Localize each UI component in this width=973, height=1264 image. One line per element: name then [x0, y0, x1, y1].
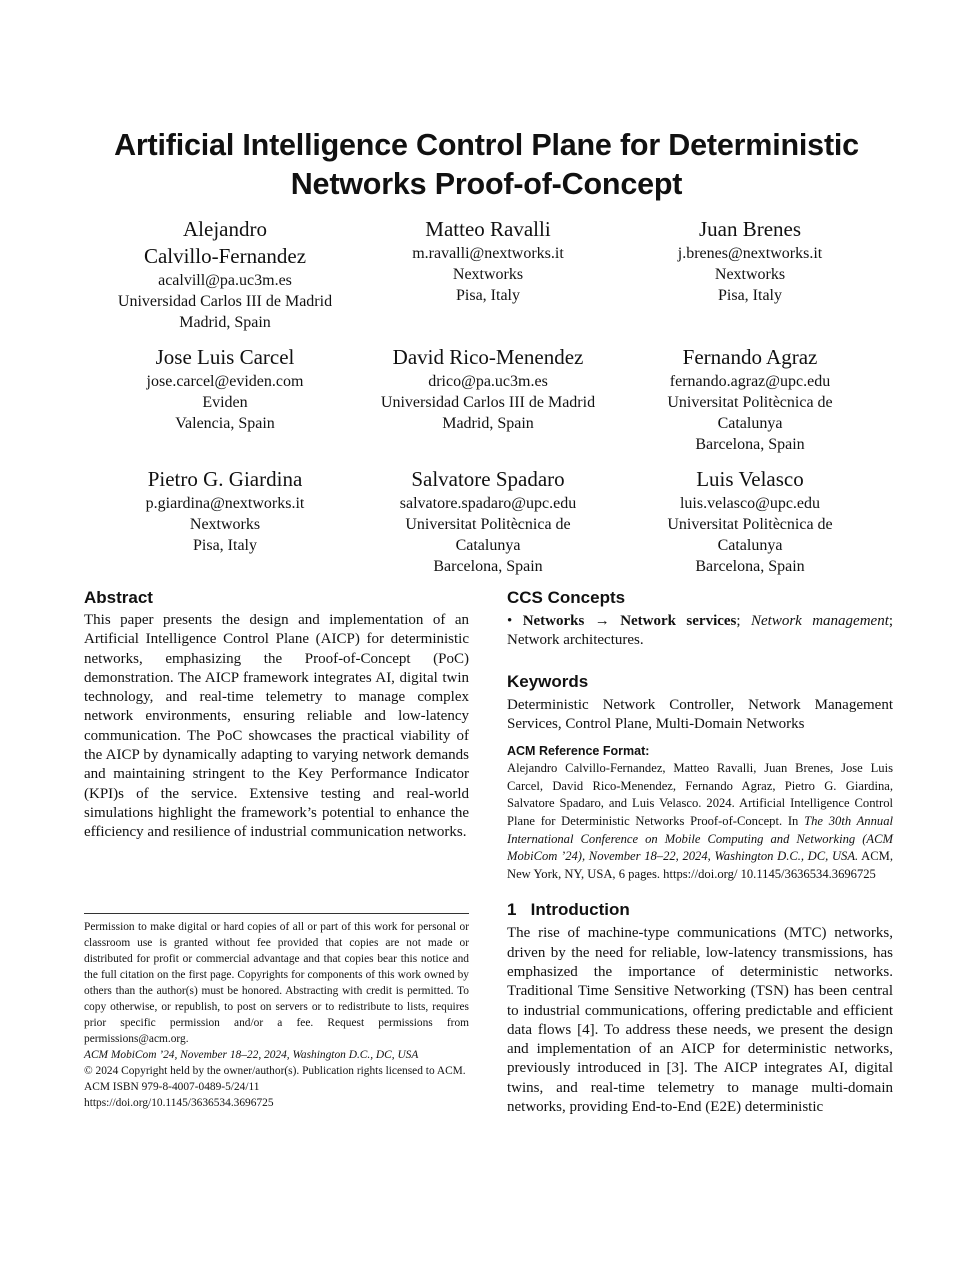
author-email: drico@pa.uc3m.es — [428, 373, 548, 390]
author-email: luis.velasco@upc.edu — [679, 495, 821, 512]
abstract-section — [84, 587, 469, 843]
author-block — [75, 344, 375, 434]
author-email: salvatore.spadaro@upc.edu — [399, 495, 577, 512]
author-affiliation: Catalunya — [455, 537, 521, 554]
author-block — [75, 216, 375, 333]
author-location: Pisa, Italy — [456, 287, 520, 304]
author-name: Alejandro — [183, 217, 267, 241]
author-email: p.giardina@nextworks.it — [145, 495, 305, 512]
ccs-heading: CCS Concepts — [507, 588, 626, 607]
author-email: j.brenes@nextworks.it — [677, 245, 823, 262]
reference-tail: ACM, New York, NY, USA, 6 pages. https://doi.org/ 10.1145/3636534.3696725 — [507, 849, 893, 881]
author-email: acalvill@pa.uc3m.es — [158, 272, 292, 289]
doi-link[interactable]: https://doi.org/10.1145/3636534.3696725 — [84, 1097, 274, 1109]
author-block — [338, 216, 638, 306]
author-affiliation: Nextworks — [452, 266, 524, 283]
reference-format-text — [507, 760, 893, 883]
author-location: Madrid, Spain — [179, 314, 271, 331]
author-affiliation: Universitat Politècnica de — [667, 394, 833, 411]
author-block — [338, 344, 638, 434]
author-location: Pisa, Italy — [193, 537, 257, 554]
author-location: Pisa, Italy — [718, 287, 782, 304]
author-email: fernando.agraz@upc.edu — [669, 373, 831, 390]
author-block — [75, 466, 375, 556]
isbn-line: ACM ISBN 979-8-4007-0489-5/24/11 — [84, 1081, 260, 1093]
author-affiliation: Nextworks — [714, 266, 786, 283]
author-name: Fernando Agraz — [682, 345, 818, 369]
ccs-text — [507, 612, 893, 651]
author-name: Juan Brenes — [698, 217, 802, 241]
author-affiliation: Eviden — [202, 394, 248, 411]
abstract-heading: Abstract — [84, 588, 153, 607]
permission-footnote — [84, 913, 469, 1111]
author-block — [600, 344, 900, 455]
abstract-text: This paper presents the design and implementation of an Artificial Intelligence Control Plane (AICP) for deterministic networks, emphasizing the Proof-of-Concept (PoC) demonstration. The AICP framework integrates AI, digital twin technology, and real-time telemetry to manage complex network environments, ensuring reliable and low-latency communication. The PoC showcases the practical viability of the AICP by dynamically adapting to varying network demands and maintaining stringent to the Key Performance Indicator (KPI)s of the service. Extensive testing and real-world simulations highlight the framework’s potential to enhance the efficiency and resilience of industrial communication networks. — [84, 612, 469, 841]
author-location: Barcelona, Spain — [433, 558, 543, 575]
author-affiliation: Universidad Carlos III de Madrid — [380, 394, 596, 411]
copyright-line: © 2024 Copyright held by the owner/author(s). Publication rights licensed to ACM. — [84, 1065, 466, 1077]
reference-venue: The 30th Annual International Conference on Mobile Computing and Networking (ACM MobiCom ’24), November 18–22, 2024, Washington D.C., DC, USA. — [507, 813, 893, 864]
author-name: Jose Luis Carcel — [155, 345, 295, 369]
keywords-text: Deterministic Network Controller, Network Management Services, Control Plane, Multi-Domain Networks — [507, 696, 893, 732]
section-title: Introduction — [530, 900, 630, 920]
author-block — [338, 466, 638, 577]
author-location: Madrid, Spain — [442, 415, 534, 432]
introduction-heading — [507, 899, 893, 921]
author-block — [600, 466, 900, 577]
author-name: Calvillo-Fernandez — [143, 244, 307, 268]
arrow-icon: → — [594, 613, 610, 629]
title-line: Networks Proof-of-Concept — [290, 167, 683, 201]
title-line: Artificial Intelligence Control Plane for Deterministic — [114, 128, 859, 162]
reference-plain: Alejandro Calvillo-Fernandez, Matteo Ravalli, Juan Brenes, Jose Luis Carcel, David Rico-Menendez, Fernando Agraz, Pietro G. Giardina, Salvatore Spadaro, and Luis Velasco. 2024. Artificial Intelligence Control Plane for Deterministic Networks Proof-of-Concept. In — [507, 761, 893, 828]
author-affiliation: Catalunya — [717, 537, 783, 554]
author-affiliation: Universitat Politècnica de — [667, 516, 833, 533]
author-location: Barcelona, Spain — [695, 436, 805, 453]
author-name: Pietro G. Giardina — [147, 467, 303, 491]
ccs-term: Network services — [620, 613, 737, 629]
ccs-rest: ; Network architectures. — [507, 613, 894, 649]
right-column — [507, 587, 893, 1117]
ccs-term: Network management — [750, 613, 889, 629]
author-affiliation: Nextworks — [189, 516, 261, 533]
author-email: m.ravalli@nextworks.it — [412, 245, 564, 262]
ccs-bullet: • — [507, 613, 513, 629]
author-name: Matteo Ravalli — [425, 217, 551, 241]
author-affiliation: Universidad Carlos III de Madrid — [117, 293, 333, 310]
keywords-heading: Keywords — [507, 671, 589, 691]
author-name: David Rico-Menendez — [392, 345, 584, 369]
author-email: jose.carcel@eviden.com — [146, 373, 304, 390]
ccs-term: Networks — [522, 613, 585, 629]
author-location: Valencia, Spain — [175, 415, 275, 432]
introduction-text: The rise of machine-type communications (MTC) networks, driven by the need for reliable, low-latency transmissions, has emphasized the importance of deterministic networks. Traditional Time Sensitive Networking (TSN) has been central to industrial communications, offering predictable and efficient data flows [4]. To address these needs, we present the design and implementation of an AICP for deterministic networks, previously introduced in [3]. The AICP integrates AI, digital twins, and real-time telemetry to manage multi-domain networks, providing End-to-End (E2E) deterministic — [507, 925, 893, 1116]
author-affiliation: Catalunya — [717, 415, 783, 432]
paper-title — [60, 126, 913, 204]
ccs-sep: ; — [736, 613, 741, 629]
author-name: Luis Velasco — [696, 467, 804, 491]
author-block — [600, 216, 900, 306]
venue-line: ACM MobiCom ’24, November 18–22, 2024, Washington D.C., DC, USA — [84, 1049, 419, 1061]
permission-text: Permission to make digital or hard copies of all or part of this work for personal or classroom use is granted without fee provided that copies are not made or distributed for profit or commercial advantage and that copies bear this notice and the full citation on the first page. Copyrights for components of this work owned by others than the author(s) must be honored. Abstracting with credit is permitted. To copy otherwise, or republish, to post on servers or to redistribute to lists, requires prior specific permission and/or a fee. Request permissions from permissions@acm.org. — [84, 921, 469, 1045]
section-number: 1 — [507, 900, 517, 920]
author-name: Salvatore Spadaro — [411, 467, 565, 491]
author-affiliation: Universitat Politècnica de — [405, 516, 571, 533]
reference-format-heading: ACM Reference Format: — [507, 744, 650, 759]
author-location: Barcelona, Spain — [695, 558, 805, 575]
